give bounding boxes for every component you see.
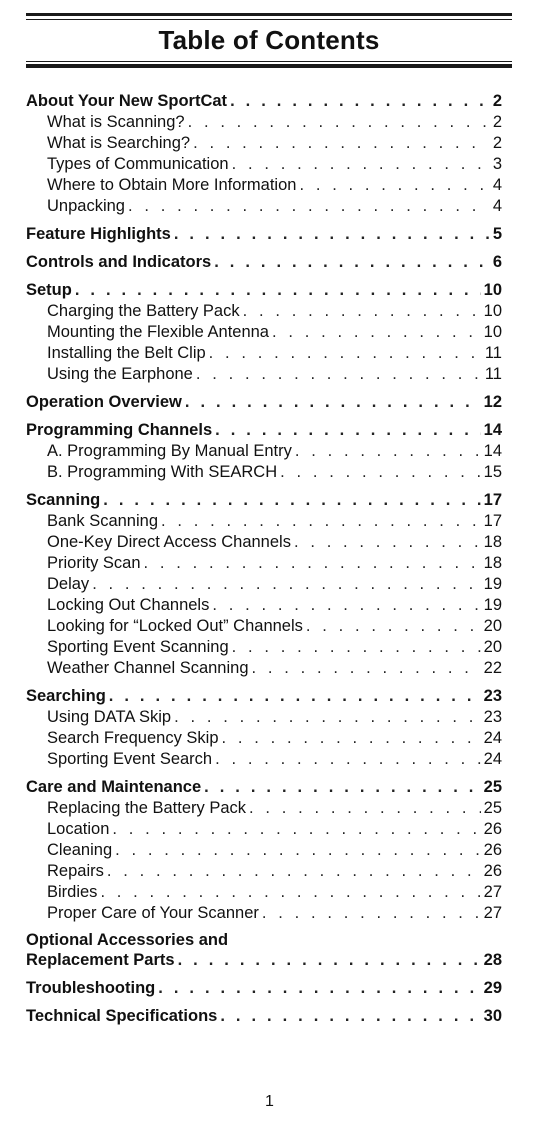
dot-leader <box>212 595 480 616</box>
toc-heading[interactable] <box>26 978 502 999</box>
toc-entry-page-number: 4 <box>492 176 502 194</box>
dot-leader <box>178 950 481 971</box>
dot-leader <box>144 553 481 574</box>
toc-entry-page-number: 2 <box>492 134 502 152</box>
toc-entry-page-number: 4 <box>492 197 502 215</box>
toc-entry[interactable] <box>26 616 502 637</box>
dot-leader <box>262 903 481 924</box>
toc-section <box>26 280 502 385</box>
toc-entry-label: Bank Scanning <box>47 512 158 530</box>
toc-heading-page-number: 30 <box>483 1007 502 1025</box>
toc-entry[interactable] <box>26 441 502 462</box>
toc-entry[interactable] <box>26 882 502 903</box>
dot-leader <box>174 224 489 245</box>
toc-heading[interactable] <box>26 392 502 413</box>
toc-entry-page-number: 18 <box>483 533 502 551</box>
dot-leader <box>215 420 481 441</box>
toc-entry-label: What is Scanning? <box>47 113 185 131</box>
dot-leader <box>174 707 481 728</box>
dot-leader <box>272 322 481 343</box>
toc-entry-label: Cleaning <box>47 841 113 859</box>
toc-entry-page-number: 20 <box>483 638 502 656</box>
toc-heading-label: Searching <box>26 687 106 705</box>
toc-heading-page-number: 25 <box>483 778 502 796</box>
dot-leader <box>100 882 480 903</box>
dot-leader <box>214 252 489 273</box>
dot-leader <box>193 133 489 154</box>
toc-heading[interactable] <box>26 686 502 707</box>
toc-entry-page-number: 26 <box>483 862 502 880</box>
toc-section <box>26 777 502 924</box>
toc-section <box>26 490 502 679</box>
toc-heading-label: Technical Specifications <box>26 1007 218 1025</box>
dot-leader <box>161 511 481 532</box>
toc-entry-page-number: 22 <box>483 659 502 677</box>
toc-entry[interactable] <box>26 903 502 924</box>
toc-heading-label: Scanning <box>26 491 101 509</box>
toc-entry-label: Search Frequency Skip <box>47 729 219 747</box>
toc-entry-page-number: 23 <box>483 708 502 726</box>
toc-entry-label: Replacing the Battery Pack <box>47 799 247 817</box>
toc-entry[interactable] <box>26 364 502 385</box>
toc-entry[interactable] <box>26 196 502 217</box>
toc-entry-label: Where to Obtain More Information <box>47 176 297 194</box>
dot-leader <box>196 364 482 385</box>
toc-heading-line1-label: Optional Accessories and <box>26 931 229 949</box>
toc-heading-label: About Your New SportCat <box>26 92 228 110</box>
toc-entry[interactable] <box>26 574 502 595</box>
toc-entry[interactable] <box>26 840 502 861</box>
toc-section <box>26 1006 502 1027</box>
toc-entry[interactable] <box>26 861 502 882</box>
dot-leader <box>299 175 489 196</box>
toc-entry[interactable] <box>26 637 502 658</box>
toc-entry[interactable] <box>26 112 502 133</box>
dot-leader <box>232 154 489 175</box>
toc-section <box>26 978 502 999</box>
dot-leader <box>185 392 481 413</box>
toc-entry-page-number: 15 <box>483 463 502 481</box>
toc-heading[interactable] <box>26 1006 502 1027</box>
toc-heading[interactable] <box>26 280 502 301</box>
toc-entry[interactable] <box>26 154 502 175</box>
toc-heading[interactable] <box>26 420 502 441</box>
toc-entry-page-number: 10 <box>483 323 502 341</box>
toc-entry-page-number: 25 <box>483 799 502 817</box>
toc-entry[interactable] <box>26 175 502 196</box>
toc-heading-label: Programming Channels <box>26 421 213 439</box>
toc-entry-page-number: 17 <box>483 512 502 530</box>
toc-section <box>26 252 502 273</box>
toc-entry[interactable] <box>26 749 502 770</box>
toc-entry-label: Unpacking <box>47 197 125 215</box>
toc-heading-label: Setup <box>26 281 72 299</box>
toc-entry-label: Sporting Event Search <box>47 750 213 768</box>
toc-section <box>26 420 502 483</box>
toc-heading-label: Troubleshooting <box>26 979 156 997</box>
toc-entry[interactable] <box>26 707 502 728</box>
toc-entry-page-number: 2 <box>492 113 502 131</box>
dot-leader <box>249 798 481 819</box>
toc-entry-label: Sporting Event Scanning <box>47 638 229 656</box>
toc-entry-label: Priority Scan <box>47 554 141 572</box>
toc-entry-label: Proper Care of Your Scanner <box>47 904 259 922</box>
toc-entry-label: Looking for “Locked Out” Channels <box>47 617 303 635</box>
toc-entry[interactable] <box>26 819 502 840</box>
toc-heading[interactable] <box>26 490 502 511</box>
toc-heading-page-number: 28 <box>483 951 502 969</box>
toc-entry[interactable] <box>26 658 502 679</box>
dot-leader <box>109 686 481 707</box>
toc-entry-page-number: 27 <box>483 883 502 901</box>
dot-leader <box>252 658 481 679</box>
toc-entry-page-number: 19 <box>483 596 502 614</box>
toc-heading-page-number: 6 <box>492 253 502 271</box>
toc-heading-page-number: 14 <box>483 421 502 439</box>
dot-leader <box>128 196 489 217</box>
top-rule-thick <box>26 13 512 16</box>
toc-heading[interactable] <box>26 252 502 273</box>
toc-heading-page-number: 29 <box>483 979 502 997</box>
bottom-rule-thick <box>26 64 512 68</box>
page-title: Table of Contents <box>158 25 380 55</box>
toc-entry-label: B. Programming With SEARCH <box>47 463 278 481</box>
toc-entry[interactable] <box>26 728 502 749</box>
bottom-rule-thin <box>26 61 512 62</box>
toc-entry-label: Mounting the Flexible Antenna <box>47 323 269 341</box>
toc-heading-page-number: 10 <box>483 281 502 299</box>
dot-leader <box>115 840 481 861</box>
toc-entry[interactable] <box>26 798 502 819</box>
toc-section <box>26 392 502 413</box>
toc-entry-label: A. Programming By Manual Entry <box>47 442 292 460</box>
toc-entry-label: Location <box>47 820 110 838</box>
toc-heading-page-number: 5 <box>492 225 502 243</box>
toc-entry-page-number: 24 <box>483 750 502 768</box>
toc-entry-label: Weather Channel Scanning <box>47 659 249 677</box>
dot-leader <box>112 819 480 840</box>
toc-entry-label: Repairs <box>47 862 104 880</box>
toc-section <box>26 686 502 770</box>
toc-heading[interactable] <box>26 91 502 112</box>
toc-heading-label: Operation Overview <box>26 393 182 411</box>
toc-section <box>26 91 502 217</box>
dot-leader <box>232 637 481 658</box>
toc-entry[interactable] <box>26 343 502 364</box>
dot-leader <box>306 616 481 637</box>
toc-entry-page-number: 10 <box>483 302 502 320</box>
dot-leader <box>188 112 489 133</box>
dot-leader <box>280 462 481 483</box>
toc-heading[interactable] <box>26 224 502 245</box>
dot-leader <box>294 532 481 553</box>
toc-entry[interactable] <box>26 553 502 574</box>
toc-entry-label: Using DATA Skip <box>47 708 172 726</box>
dot-leader <box>222 728 481 749</box>
toc-entry-label: Installing the Belt Clip <box>47 344 206 362</box>
toc-heading[interactable] <box>26 950 502 971</box>
dot-leader <box>215 749 481 770</box>
toc-entry[interactable] <box>26 133 502 154</box>
toc-entry-label: Charging the Battery Pack <box>47 302 240 320</box>
toc-entry-page-number: 26 <box>483 841 502 859</box>
toc-entry[interactable] <box>26 595 502 616</box>
toc-entry-page-number: 20 <box>483 617 502 635</box>
toc-entry[interactable] <box>26 511 502 532</box>
toc-heading-label: Controls and Indicators <box>26 253 212 271</box>
toc-entry-label: Locking Out Channels <box>47 596 210 614</box>
dot-leader <box>243 301 481 322</box>
dot-leader <box>204 777 481 798</box>
toc-heading-page-number: 17 <box>483 491 502 509</box>
toc-entry-page-number: 18 <box>483 554 502 572</box>
toc-entry-page-number: 11 <box>484 344 502 362</box>
toc-heading-label: Feature Highlights <box>26 225 171 243</box>
toc-entry-page-number: 24 <box>483 729 502 747</box>
toc-entry[interactable] <box>26 322 502 343</box>
toc-entry-label: Using the Earphone <box>47 365 193 383</box>
toc-entry[interactable] <box>26 301 502 322</box>
dot-leader <box>103 490 480 511</box>
toc-heading-line1[interactable] <box>26 931 502 950</box>
toc-section <box>26 224 502 245</box>
toc-section <box>26 931 502 971</box>
toc-entry-page-number: 14 <box>483 442 502 460</box>
toc-entry-page-number: 27 <box>483 904 502 922</box>
toc-entry-page-number: 19 <box>483 575 502 593</box>
toc-heading-page-number: 23 <box>483 687 502 705</box>
toc-heading-label: Care and Maintenance <box>26 778 202 796</box>
toc-entry-label: Delay <box>47 575 90 593</box>
toc-entry-page-number: 3 <box>492 155 502 173</box>
dot-leader <box>158 978 480 999</box>
dot-leader <box>295 441 481 462</box>
toc-entry-label: One-Key Direct Access Channels <box>47 533 291 551</box>
toc-entry-page-number: 11 <box>484 365 502 383</box>
dot-leader <box>75 280 481 301</box>
toc-entry[interactable] <box>26 462 502 483</box>
dot-leader <box>230 91 489 112</box>
toc-entry-label: What is Searching? <box>47 134 191 152</box>
page-number: 1 <box>265 1093 274 1110</box>
top-rule-thin <box>26 19 512 20</box>
toc-entry[interactable] <box>26 532 502 553</box>
toc-heading-page-number: 2 <box>492 92 502 110</box>
toc-heading[interactable] <box>26 777 502 798</box>
toc-entry-label: Birdies <box>47 883 98 901</box>
toc-heading-label: Replacement Parts <box>26 951 175 969</box>
table-of-contents <box>26 91 502 1034</box>
dot-leader <box>92 574 480 595</box>
dot-leader <box>220 1006 480 1027</box>
dot-leader <box>209 343 482 364</box>
toc-heading-page-number: 12 <box>483 393 502 411</box>
toc-entry-label: Types of Communication <box>47 155 229 173</box>
dot-leader <box>107 861 481 882</box>
toc-entry-page-number: 26 <box>483 820 502 838</box>
